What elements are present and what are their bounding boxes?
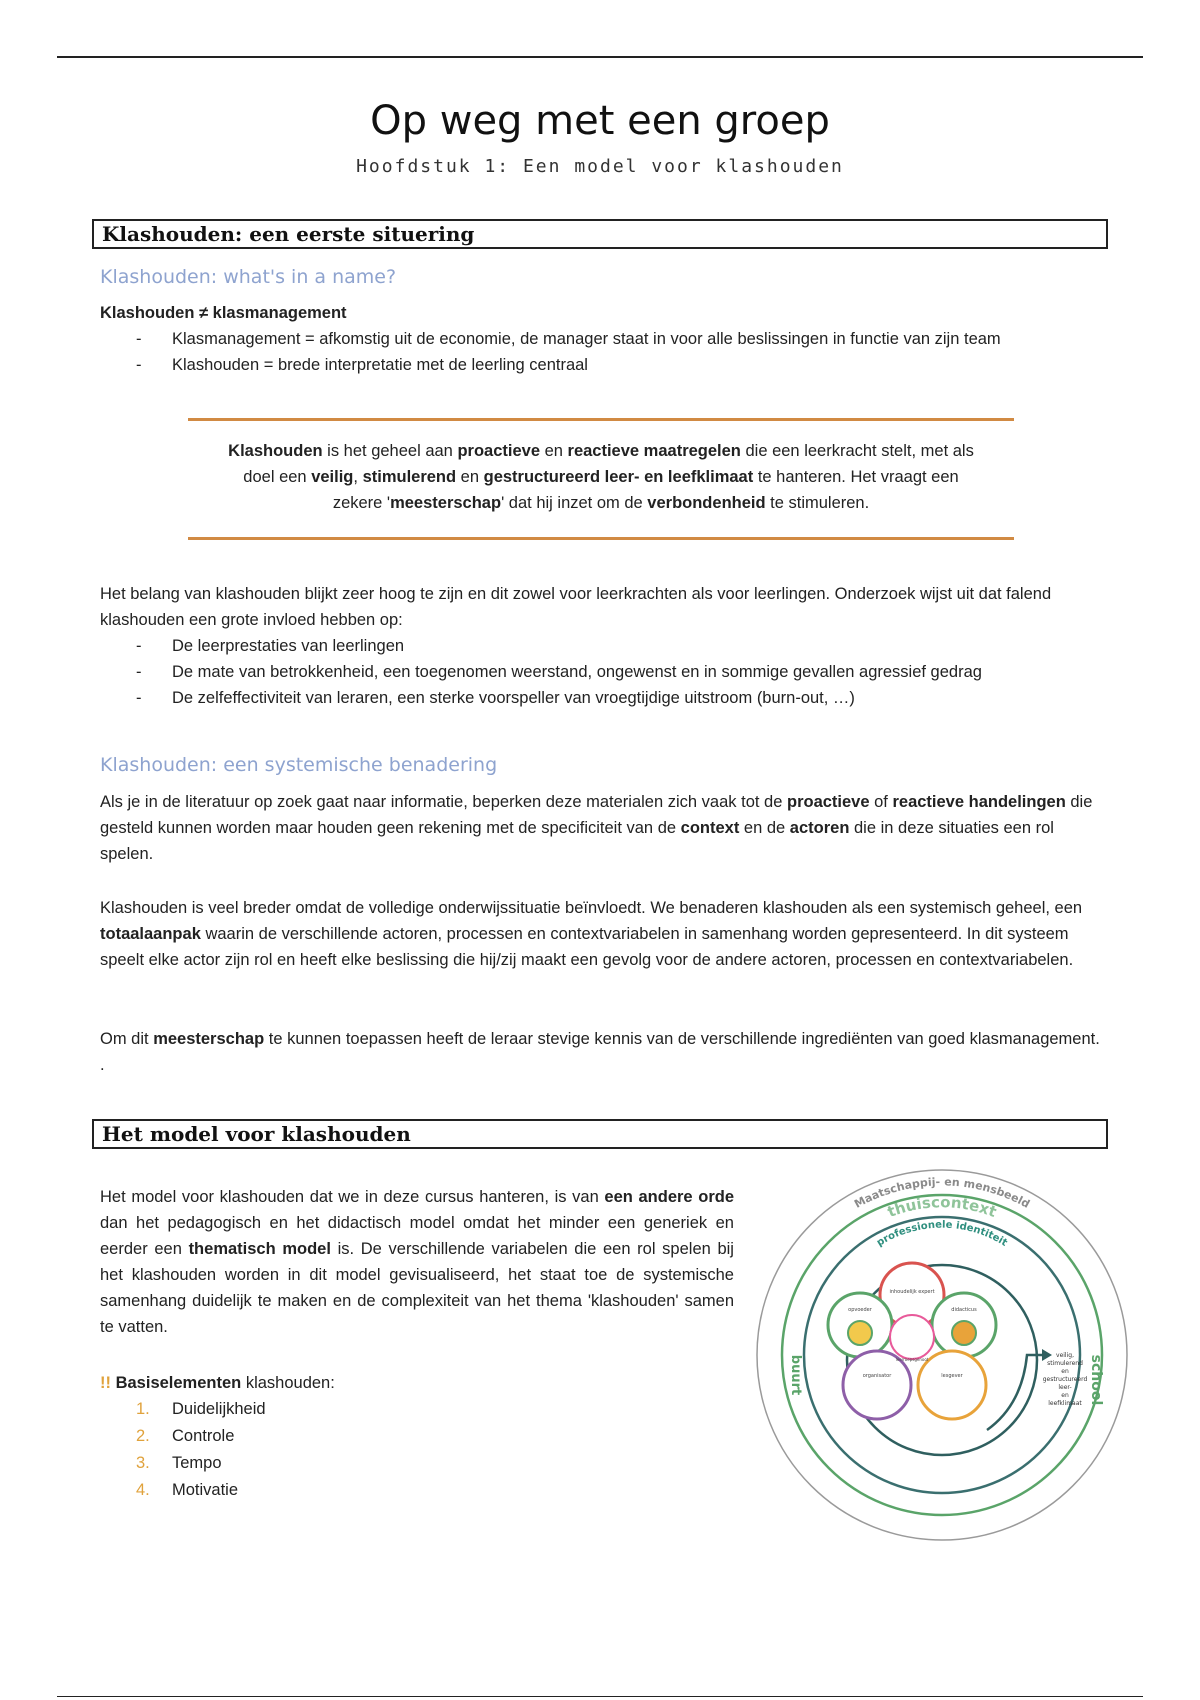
svg-text:en: en bbox=[1061, 1368, 1069, 1375]
label-maatschappij: Maatschappij- en mensbeeld bbox=[852, 1175, 1032, 1211]
svg-text:opvoeder: opvoeder bbox=[848, 1307, 872, 1313]
list-item: - De leerprestaties van leerlingen bbox=[100, 633, 982, 659]
svg-text:didacticus: didacticus bbox=[951, 1307, 977, 1313]
svg-text:inhoudelijk expert: inhoudelijk expert bbox=[889, 1289, 935, 1295]
circle-didacticus bbox=[932, 1293, 996, 1357]
svg-text:stimulerend: stimulerend bbox=[1047, 1360, 1083, 1367]
dash-marker: - bbox=[136, 330, 142, 348]
dash-marker: - bbox=[136, 637, 142, 655]
svg-text:leefklimaat: leefklimaat bbox=[1048, 1400, 1082, 1407]
list-item: 1. Duidelijkheid bbox=[136, 1400, 266, 1418]
subheading-systemisch: Klashouden: een systemische benadering bbox=[100, 754, 498, 776]
paragraph-meesterschap: Om dit meesterschap te kunnen toepassen heeft de leraar stevige kennis van de verschillende ingrediënten van goed klasmanagement. . bbox=[100, 1030, 1100, 1074]
label-identiteit: professionele identiteit bbox=[875, 1219, 1010, 1249]
paragraph-literatuur: Als je in de literatuur op zoek gaat naar informatie, beperken deze materialen zich vaak tot de proactieve of reactieve handelingen die gesteld kunnen worden maar houden geen rekening met de specificiteit van de context en de actoren die in deze situaties een rol spelen. bbox=[100, 793, 1093, 863]
list-item: - Klasmanagement = afkomstig uit de economie, de manager staat in voor alle beslissingen in functie van zijn team bbox=[100, 326, 1001, 352]
svg-text:en: en bbox=[1061, 1392, 1069, 1399]
page-title: Op weg met een groep bbox=[370, 98, 830, 144]
climate-arrow bbox=[987, 1355, 1042, 1430]
list-item: 3. Tempo bbox=[136, 1454, 222, 1472]
circle-center bbox=[890, 1315, 934, 1359]
quote-bottom-border bbox=[188, 537, 1014, 540]
paragraph-systemisch-geheel: Klashouden is veel breder omdat de volledige onderwijssituatie beïnvloedt. We benaderen klashouden als een systemisch geheel, een totaalaanpak waarin de verschillende actoren, processen en contextvariabelen in samenhang worden gepresenteerd. In dit systeem speelt elke actor zijn rol en heeft elke beslissing die hij/zij maakt een gevolg voor de andere actoren, processen en contextvariabelen. bbox=[100, 899, 1083, 969]
bottom-rule bbox=[57, 1696, 1143, 1697]
section-heading-model: Het model voor klashouden bbox=[92, 1119, 1108, 1149]
list-item: 4. Motivatie bbox=[136, 1481, 239, 1499]
basiselementen-line: !! Basiselementen klashouden: bbox=[100, 1374, 335, 1392]
page-subtitle: Hoofdstuk 1: Een model voor klashouden bbox=[356, 156, 844, 177]
quote-line-2: doel een veilig, stimulerend en gestructureerd leer- en leefklimaat te hanteren. Het vraagt een bbox=[243, 468, 959, 486]
definition-quote bbox=[188, 438, 1014, 516]
label-buurt: buurt bbox=[788, 1354, 803, 1396]
label-leerroepsgenoot: leerroepsgenoot bbox=[895, 1357, 929, 1362]
svg-text:organisator: organisator bbox=[862, 1373, 892, 1379]
dash-marker: - bbox=[136, 663, 142, 681]
label-school: school bbox=[1088, 1354, 1104, 1406]
svg-text:lesgever: lesgever bbox=[941, 1373, 963, 1379]
arrow-text bbox=[1043, 1352, 1088, 1407]
svg-text:leer-: leer- bbox=[1058, 1384, 1072, 1391]
svg-text:gestructureerd: gestructureerd bbox=[1042, 1376, 1088, 1383]
bullet-list-definitions bbox=[100, 326, 1001, 378]
bullet-list-impact bbox=[100, 633, 982, 711]
dash-marker: - bbox=[136, 689, 142, 707]
dash-marker: - bbox=[136, 356, 142, 374]
list-item: - De zelfeffectiviteit van leraren, een sterke voorspeller van vroegtijdige uitstroom (burn-out, …) bbox=[100, 685, 982, 711]
importance-paragraph: Het belang van klashouden blijkt zeer hoog te zijn en dit zowel voor leerkrachten als voor leerlingen. Onderzoek wijst uit dat falend klashouden een grote invloed hebben op: bbox=[100, 585, 1052, 629]
paragraph-model: Het model voor klashouden dat we in deze cursus hanteren, is van een andere orde dan het pedagogisch en het didactisch model omdat het minder een generiek en eerder een thematisch model is. De verschillende variabelen die een rol spelen bij het klashouden worden in dit model gevisualiseerd, het staat toe de systemische samenhang duidelijk te maken en de complexiteit van het thema 'klashouden' samen te vatten. bbox=[100, 1188, 734, 1336]
list-item: 2. Controle bbox=[136, 1427, 235, 1445]
circle-opvoeder bbox=[828, 1293, 892, 1357]
warning-marker: !! bbox=[100, 1374, 111, 1392]
svg-text:veilig,: veilig, bbox=[1056, 1352, 1074, 1359]
section-heading-situering: Klashouden: een eerste situering bbox=[92, 219, 1108, 249]
label-thuiscontext: thuiscontext bbox=[884, 1193, 1000, 1222]
list-item: - Klashouden = brede interpretatie met de leerling centraal bbox=[100, 352, 1001, 378]
model-diagram bbox=[752, 1165, 1132, 1545]
top-rule bbox=[57, 56, 1143, 58]
quote-top-border bbox=[188, 418, 1014, 421]
list-item: - De mate van betrokkenheid, een toegenomen weerstand, ongewenst en in sommige gevallen agressief gedrag bbox=[100, 659, 982, 685]
quote-line-3: zekere 'meesterschap' dat hij inzet om de verbondenheid te stimuleren. bbox=[332, 494, 870, 512]
subheading-whats-in-a-name: Klashouden: what's in a name? bbox=[100, 266, 397, 288]
bold-statement: Klashouden ≠ klasmanagement bbox=[100, 304, 347, 322]
quote-line-1: Klashouden is het geheel aan proactieve en reactieve maatregelen die een leerkracht stelt, met als bbox=[228, 442, 974, 460]
numbered-list-basiselementen bbox=[100, 1396, 266, 1504]
